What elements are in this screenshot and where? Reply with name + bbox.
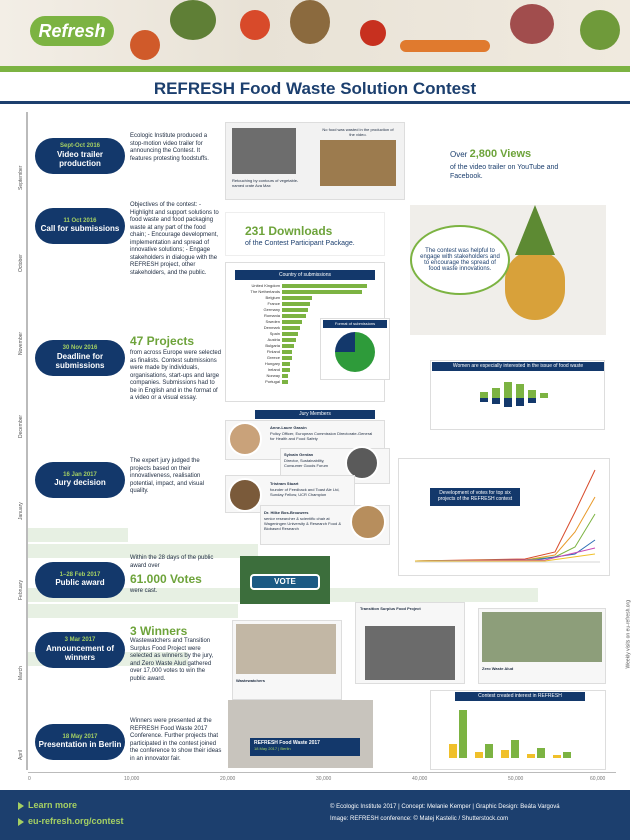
event-description: Wastewatchers and Transition Surplus Food Project were selected as winners by the jury, and Zero Waste Alud gathered over 17,000 votes to win the public award.: [130, 638, 214, 682]
event-label: Call for submissions: [40, 224, 120, 234]
event-label: Deadline for submissions: [55, 352, 105, 370]
event-description: Ecologic Institute produced a stop-motion video trailer for announcing the Contest. It features protesting foodstuffs.: [130, 133, 209, 162]
country-label: Bulgaria: [265, 343, 280, 348]
footer: [0, 790, 630, 840]
axis-tick: 50,000: [508, 776, 524, 782]
event-description: from across Europe were selected as finalists. Contest submissions were made by individuals, organisations, start-ups and large companies. Submissions had to be in English and in the format of a video or a visual essay.: [130, 350, 222, 401]
event-description: were cast.: [130, 588, 158, 594]
votes-chart-title: Development of votes for top six projects of the REFRESH contest: [430, 488, 520, 506]
learn-more-text: Learn more: [28, 800, 78, 810]
country-label: Romania: [263, 313, 280, 318]
axis-tick: 10,000: [124, 776, 140, 782]
country-bar: [282, 362, 290, 366]
event-pill: [35, 724, 125, 760]
jury-name: Sylvain Gerdan: [284, 452, 314, 457]
jury-role: senior researcher & scientific chair at Wageningen University & Research Food & Biobased Research: [264, 516, 341, 531]
contest-interest-bars: [445, 704, 595, 762]
wastewatchers-caption: Wastewatchers: [236, 678, 265, 683]
country-bar: [282, 344, 294, 348]
country-bar: [282, 302, 310, 306]
country-bar: [282, 326, 300, 330]
weekly-visits-bar: [28, 528, 128, 542]
country-label: The Netherlands: [250, 289, 280, 294]
event-pill: [35, 462, 125, 498]
footer-arrow-icon: [18, 818, 24, 826]
country-bar: [282, 380, 288, 384]
country-label: Portugal: [265, 379, 280, 384]
axis-tick: 0: [28, 776, 31, 782]
jury-role: Policy Officer, European Commission Directorate-General for Health and Food Safety: [270, 431, 373, 441]
vegetable-image: [510, 4, 554, 44]
vegetable-image: [360, 20, 386, 46]
event-description-pre: Within the 28 days of the public award over: [130, 555, 214, 569]
transition-photo: [365, 626, 455, 680]
event-date: Sept-Oct 2016: [59, 143, 101, 150]
country-bar: [282, 320, 302, 324]
country-label: Spain: [269, 331, 280, 336]
month-label: December: [18, 414, 24, 438]
jury-role: Director, Sustainability, Consumer Goods Forum: [284, 458, 329, 468]
footer-arrow-icon: [18, 802, 24, 810]
conference-photo: [228, 700, 373, 768]
vegetable-image: [170, 0, 216, 40]
event-label: Jury decision: [54, 478, 106, 488]
views-pre: Over: [450, 150, 468, 159]
event-pill: [35, 138, 125, 174]
country-bar: [282, 356, 292, 360]
axis-tick: 60,000: [590, 776, 606, 782]
country-label: Greece: [266, 355, 280, 360]
contest-link[interactable]: eu-refresh.org/contest: [28, 816, 124, 826]
weekly-visits-label: Weekly visits on eu-refresh.org: [626, 600, 632, 669]
pineapple-image: [505, 250, 565, 320]
vegetable-image: [240, 10, 270, 40]
axis-tick: 20,000: [220, 776, 236, 782]
event-description: Winners were presented at the REFRESH Food Waste 2017 Conference. Further projects that participated in the contest joined the conference to show their ideas in an innovator fair.: [130, 718, 222, 762]
country-bar: [282, 350, 292, 354]
country-label: United Kingdom: [251, 283, 280, 288]
country-label: Hungary: [264, 361, 280, 366]
axis-tick: 30,000: [316, 776, 332, 782]
month-label: April: [18, 749, 24, 760]
country-label: Belgium: [265, 295, 280, 300]
event-pill: [35, 562, 125, 598]
event-pill: [35, 632, 125, 668]
month-label: October: [18, 254, 24, 272]
country-label: France: [267, 301, 280, 306]
event-date: 1–28 Feb 2017: [59, 571, 101, 578]
downloads-post: of the Contest Participant Package.: [245, 240, 355, 247]
country-label: Austria: [267, 337, 280, 342]
event-label: Video trailer production: [56, 150, 104, 168]
quote-bubble: [410, 225, 510, 295]
video-production-photo: [232, 128, 296, 174]
country-label: Finland: [266, 349, 280, 354]
event-label: Public award: [55, 578, 105, 588]
event-label: Presentation in Berlin: [38, 740, 122, 750]
country-bar: [282, 368, 290, 372]
jury-avatar: [350, 504, 386, 540]
vegetable-image: [130, 30, 160, 60]
vegetable-image: [580, 10, 620, 50]
jury-name: Dr. Hilke Bos-Brouwers: [264, 510, 309, 515]
views-big: 2,800 Views: [469, 148, 532, 160]
country-label: Denmark: [263, 325, 280, 330]
country-label: Ireland: [267, 367, 280, 372]
weekly-axis-line: [28, 772, 616, 773]
credit-line: Image: REFRESH conference: © Matej Kastelic / Shutterstock.com: [330, 816, 509, 822]
event-label: Announcement of winners: [46, 644, 114, 662]
weekly-visits-bar: [28, 604, 238, 618]
month-label: November: [18, 331, 24, 355]
country-bar: [282, 284, 367, 288]
vegetable-image: [400, 40, 490, 52]
event-date: 30 Nov 2016: [62, 345, 98, 352]
event-date: 11 Oct 2016: [63, 217, 97, 224]
month-label: January: [18, 502, 24, 520]
country-label: Germany: [263, 307, 280, 312]
country-label: Sweden: [265, 319, 280, 324]
event-date: 3 Mar 2017: [64, 637, 96, 644]
format-chart-title: Format of submissions: [323, 320, 387, 328]
zerowaste-caption: Zero Waste Alud: [482, 666, 514, 671]
photo-caption: Retouching by contours of vegetable-named crate Ava Max: [232, 178, 299, 188]
jury-name: Anne-Laure Gassin: [270, 425, 307, 430]
zerowaste-photo: [482, 612, 602, 662]
women-chart-title: Women are especially interested in the issue of food waste: [432, 362, 604, 371]
page-title: REFRESH Food Waste Solution Contest: [153, 79, 477, 98]
country-bar: [282, 332, 298, 336]
jury-avatar: [228, 422, 262, 456]
vote-sign: VOTE: [250, 574, 320, 590]
refresh-logo: Refresh: [30, 16, 114, 46]
views-post: of the video trailer on YouTube and Facebook.: [450, 164, 559, 180]
downloads-big: 231 Downloads: [245, 224, 333, 238]
country-bar: [282, 296, 312, 300]
vegetable-image: [290, 0, 330, 44]
conference-date: 18 May 2017 | Berlin: [254, 746, 291, 751]
axis-tick: 40,000: [412, 776, 428, 782]
format-pie: [335, 332, 375, 372]
transition-caption: Transition Surplus Food Project: [360, 606, 421, 611]
country-bar: [282, 290, 362, 294]
votes-highlight: 61.000 Votes: [130, 572, 202, 586]
jury-role: founder of Feedback and Toast Ale Ltd, Sunday Fellow, UCR Champion: [270, 487, 340, 497]
timeline-axis: [26, 112, 28, 770]
views-stat: [450, 148, 531, 160]
winners-highlight: 3 Winners: [130, 624, 188, 638]
month-label: February: [18, 579, 24, 600]
jury-name: Tristram Stuart: [270, 481, 299, 486]
women-bars: [480, 380, 590, 410]
country-bar: [282, 308, 308, 312]
event-pill: [35, 208, 125, 244]
votes-lines: [405, 462, 605, 570]
event-pill: [35, 340, 125, 376]
country-bar: [282, 374, 288, 378]
event-date: 16 Jan 2017: [63, 471, 97, 478]
credit-line: © Ecologic Institute 2017 | Concept: Melanie Kemper | Graphic Design: Beáta Vargová: [330, 804, 560, 810]
jury-title: Jury Members: [255, 410, 375, 419]
wastewatchers-photo: [236, 624, 336, 674]
conference-sign: [250, 738, 360, 756]
country-label: Norway: [266, 373, 280, 378]
contest-interest-title: Contest created interest in REFRESH: [455, 692, 585, 701]
country-bar: [282, 338, 296, 342]
event-description: The expert jury judged the projects based on their innovativeness, realisation potential, impact, and visual quality.: [130, 458, 205, 494]
country-bar: [282, 314, 306, 318]
month-label: March: [18, 666, 24, 680]
event-description: Objectives of the contest: - Highlight and support solutions to food waste and food packaging waste at any part of the food chain; - Encourage development, implementation and spread of innovative solutions; - Engage stakeholders in dialogue with the REFRESH project, other stakeholders, and the public.: [130, 202, 219, 276]
views-panel: [440, 122, 590, 202]
jury-avatar: [228, 478, 262, 512]
month-label: September: [18, 165, 24, 190]
photo-caption: No food was wasted in the production of the video.: [322, 127, 394, 137]
countries-chart-title: Country of submissions: [235, 270, 375, 280]
vegetables-photo: [320, 140, 396, 186]
conference-title: REFRESH Food Waste 2017: [254, 740, 320, 746]
projects-highlight: 47 Projects: [130, 334, 195, 348]
event-date: 18 May 2017: [62, 733, 98, 740]
quote-text: The contest was helpful to engage with stakeholders and to encourage the spread of food waste innovations.: [420, 248, 500, 272]
